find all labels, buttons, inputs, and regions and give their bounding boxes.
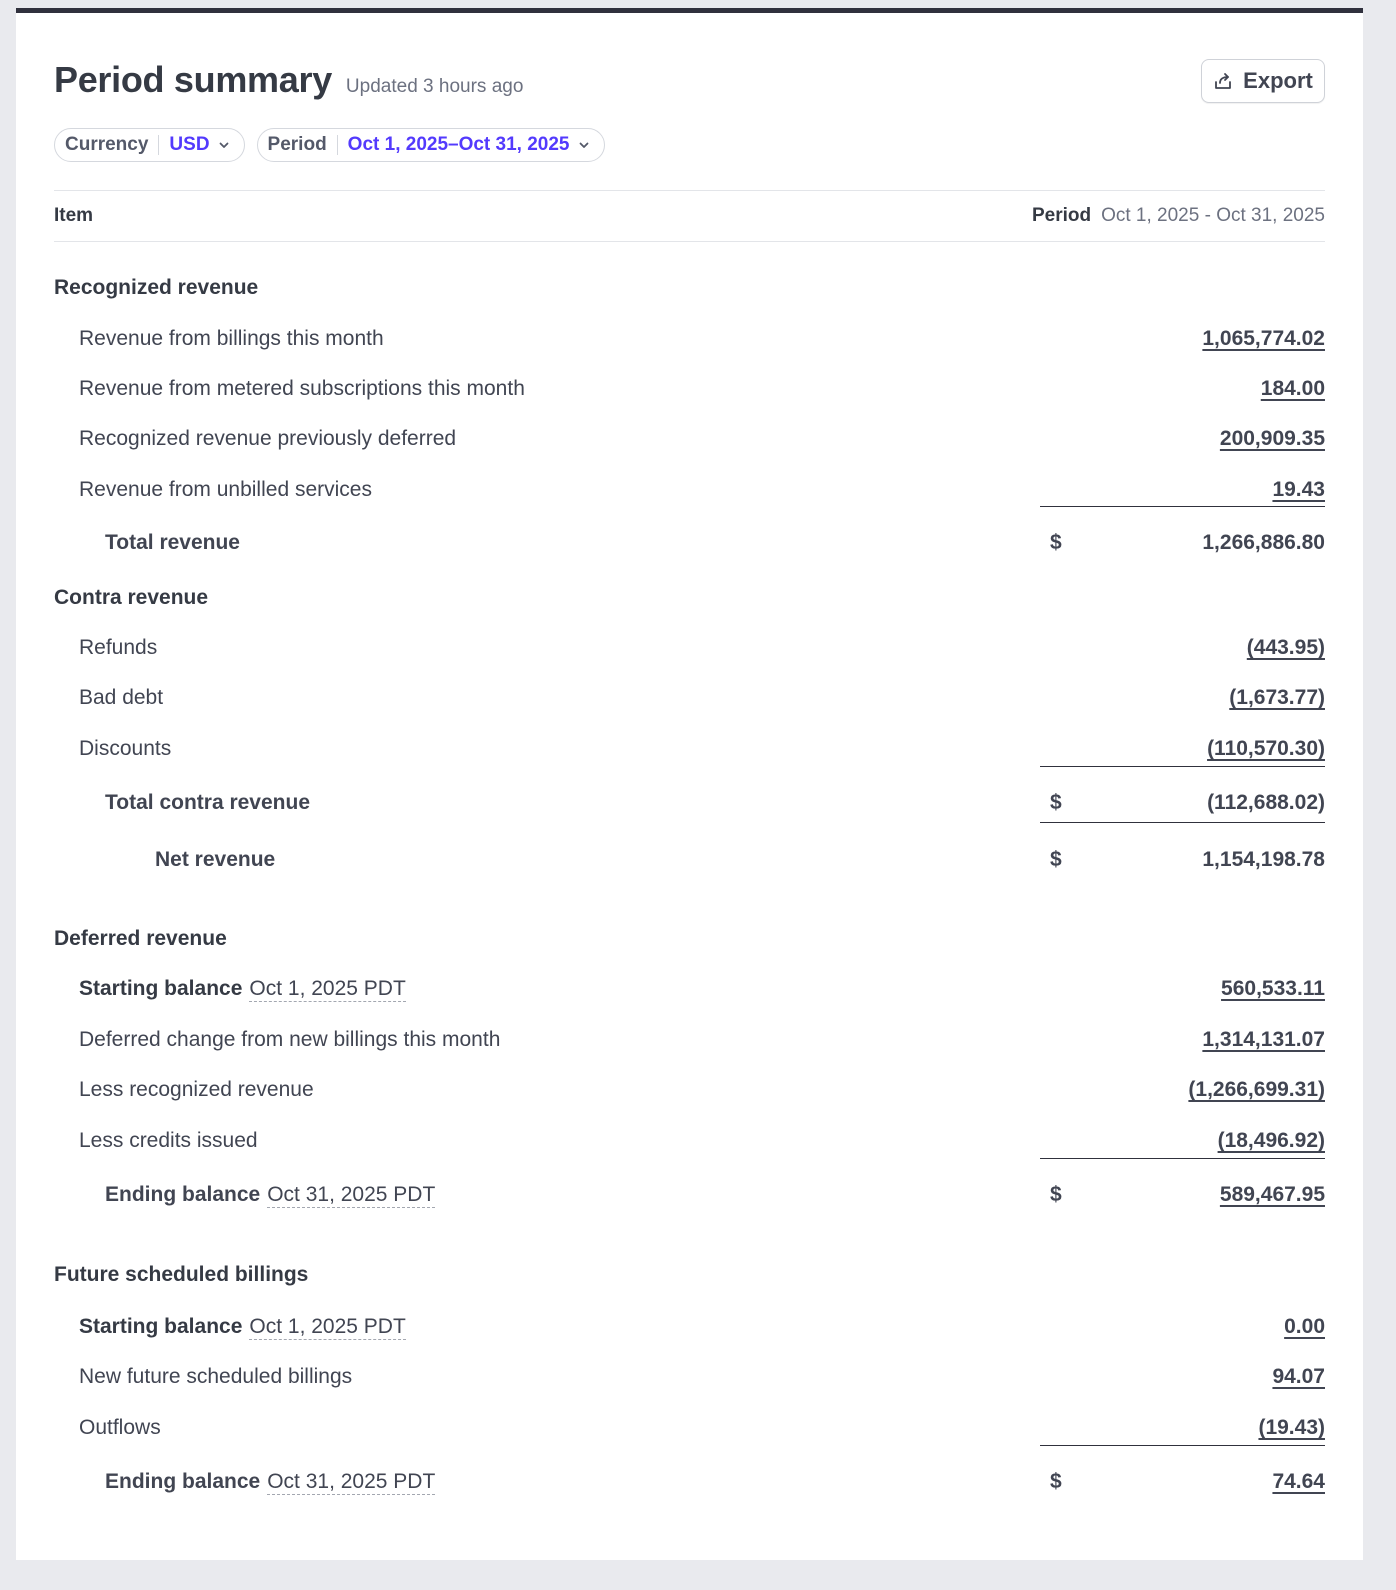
section-title-contra: Contra revenue bbox=[54, 586, 209, 609]
currency-symbol: $ bbox=[1050, 791, 1062, 814]
currency-filter-value: USD bbox=[169, 134, 210, 155]
table-row bbox=[54, 1309, 1325, 1345]
date-tooltip[interactable]: Oct 1, 2025 PDT bbox=[249, 1315, 406, 1338]
ending-balance-label: Ending balance bbox=[105, 1470, 261, 1493]
starting-balance-label: Starting balance bbox=[79, 1315, 243, 1338]
table-row bbox=[54, 472, 1325, 508]
row-amount-link[interactable]: (443.95) bbox=[1246, 636, 1325, 659]
row-label: New future scheduled billings bbox=[79, 1365, 353, 1388]
filter-separator bbox=[337, 135, 338, 155]
subtotal-rule bbox=[1040, 1158, 1325, 1159]
date-tooltip[interactable]: Oct 1, 2025 PDT bbox=[249, 977, 406, 1000]
card-content bbox=[54, 13, 1325, 1560]
section-title-future: Future scheduled billings bbox=[54, 1263, 309, 1286]
row-label: Revenue from metered subscriptions this month bbox=[79, 377, 525, 400]
section-title-recognized: Recognized revenue bbox=[54, 276, 259, 299]
period-summary-card bbox=[16, 8, 1363, 1560]
column-header-period bbox=[1032, 205, 1325, 227]
table-row bbox=[54, 421, 1325, 457]
row-label: Less credits issued bbox=[79, 1129, 258, 1152]
date-tooltip[interactable]: Oct 31, 2025 PDT bbox=[267, 1183, 436, 1206]
export-label: Export bbox=[1243, 68, 1313, 93]
total-label: Total contra revenue bbox=[105, 791, 310, 814]
section-heading bbox=[54, 921, 1325, 957]
row-label: Recognized revenue previously deferred bbox=[79, 427, 457, 450]
table-row bbox=[54, 371, 1325, 407]
page-title: Period summary bbox=[54, 59, 332, 100]
title-row bbox=[54, 59, 523, 101]
table-row bbox=[54, 1410, 1325, 1446]
subtotal-rule bbox=[1040, 1445, 1325, 1446]
section-heading bbox=[54, 1257, 1325, 1293]
section-title-deferred: Deferred revenue bbox=[54, 927, 227, 950]
period-header-label: Period bbox=[1031, 205, 1092, 226]
period-header-range: Oct 1, 2025 - Oct 31, 2025 bbox=[1101, 205, 1325, 226]
row-amount-link[interactable]: (18,496.92) bbox=[1217, 1129, 1325, 1152]
total-row bbox=[54, 785, 1325, 821]
table-row bbox=[54, 630, 1325, 666]
row-amount-link[interactable]: 94.07 bbox=[1272, 1365, 1325, 1388]
row-label: Bad debt bbox=[79, 686, 164, 709]
starting-balance-label: Starting balance bbox=[79, 977, 243, 1000]
row-label: Revenue from unbilled services bbox=[79, 478, 372, 501]
total-row bbox=[54, 525, 1325, 561]
currency-symbol: $ bbox=[1050, 1183, 1062, 1206]
export-button[interactable] bbox=[1201, 59, 1325, 103]
row-label: Discounts bbox=[79, 737, 172, 760]
ending-balance-label-wrap bbox=[54, 1470, 435, 1494]
row-amount-link[interactable]: (19.43) bbox=[1258, 1416, 1325, 1439]
filter-bar bbox=[54, 128, 605, 162]
row-label: Outflows bbox=[79, 1416, 161, 1439]
ending-balance-label: Ending balance bbox=[105, 1183, 261, 1206]
row-amount-link[interactable]: (1,266,699.31) bbox=[1188, 1078, 1325, 1101]
net-revenue-row bbox=[54, 842, 1325, 878]
period-filter[interactable] bbox=[257, 128, 605, 162]
section-heading bbox=[54, 580, 1325, 616]
table-row bbox=[54, 680, 1325, 716]
total-amount: 1,266,886.80 bbox=[1202, 531, 1325, 554]
row-label bbox=[54, 1315, 406, 1339]
row-label: Less recognized revenue bbox=[79, 1078, 314, 1101]
row-amount-link[interactable]: 0.00 bbox=[1284, 1315, 1325, 1338]
row-label bbox=[54, 977, 406, 1001]
ending-balance-label-wrap bbox=[54, 1183, 435, 1207]
row-amount-link[interactable]: 560,533.11 bbox=[1221, 977, 1325, 1000]
ending-balance-amount-link[interactable]: 589,467.95 bbox=[1219, 1183, 1325, 1206]
row-amount-link[interactable]: 1,314,131.07 bbox=[1202, 1028, 1325, 1051]
table-row bbox=[54, 1123, 1325, 1159]
row-amount-link[interactable]: 200,909.35 bbox=[1219, 427, 1325, 450]
column-header-item: Item bbox=[54, 205, 94, 226]
table-row bbox=[54, 321, 1325, 357]
table-header bbox=[54, 190, 1325, 242]
row-label: Refunds bbox=[79, 636, 158, 659]
row-amount-link[interactable]: (110,570.30) bbox=[1207, 737, 1325, 760]
filter-separator bbox=[158, 135, 159, 155]
chevron-down-icon bbox=[578, 139, 590, 151]
currency-filter-label: Currency bbox=[65, 134, 149, 155]
total-label: Total revenue bbox=[105, 531, 240, 554]
row-amount-link[interactable]: 184.00 bbox=[1260, 377, 1325, 400]
period-filter-label: Period bbox=[267, 134, 327, 155]
subtotal-rule bbox=[1040, 766, 1325, 767]
period-filter-value: Oct 1, 2025–Oct 31, 2025 bbox=[347, 134, 570, 155]
row-label: Revenue from billings this month bbox=[79, 327, 384, 350]
net-revenue-label: Net revenue bbox=[155, 848, 276, 871]
table-row bbox=[54, 1022, 1325, 1058]
currency-symbol: $ bbox=[1050, 1470, 1062, 1493]
currency-symbol: $ bbox=[1050, 531, 1062, 554]
total-amount: (112,688.02) bbox=[1207, 791, 1325, 814]
chevron-down-icon bbox=[218, 139, 230, 151]
currency-filter[interactable] bbox=[54, 128, 245, 162]
ending-balance-amount-link[interactable]: 74.64 bbox=[1272, 1470, 1325, 1493]
table-row bbox=[54, 1359, 1325, 1395]
row-amount-link[interactable]: 19.43 bbox=[1272, 478, 1325, 501]
row-label: Deferred change from new billings this month bbox=[79, 1028, 501, 1051]
row-amount-link[interactable]: 1,065,774.02 bbox=[1202, 327, 1325, 350]
table-row bbox=[54, 1072, 1325, 1108]
updated-timestamp: Updated 3 hours ago bbox=[345, 76, 524, 97]
table-row bbox=[54, 971, 1325, 1007]
subtotal-rule bbox=[1040, 822, 1325, 823]
total-row bbox=[54, 1177, 1325, 1213]
date-tooltip[interactable]: Oct 31, 2025 PDT bbox=[267, 1470, 436, 1493]
currency-symbol: $ bbox=[1050, 848, 1062, 871]
export-icon bbox=[1213, 71, 1233, 91]
subtotal-rule bbox=[1040, 506, 1325, 507]
section-heading bbox=[54, 270, 1325, 306]
row-amount-link[interactable]: (1,673.77) bbox=[1229, 686, 1325, 709]
total-row bbox=[54, 1464, 1325, 1500]
net-revenue-amount: 1,154,198.78 bbox=[1202, 848, 1325, 871]
table-row bbox=[54, 731, 1325, 767]
